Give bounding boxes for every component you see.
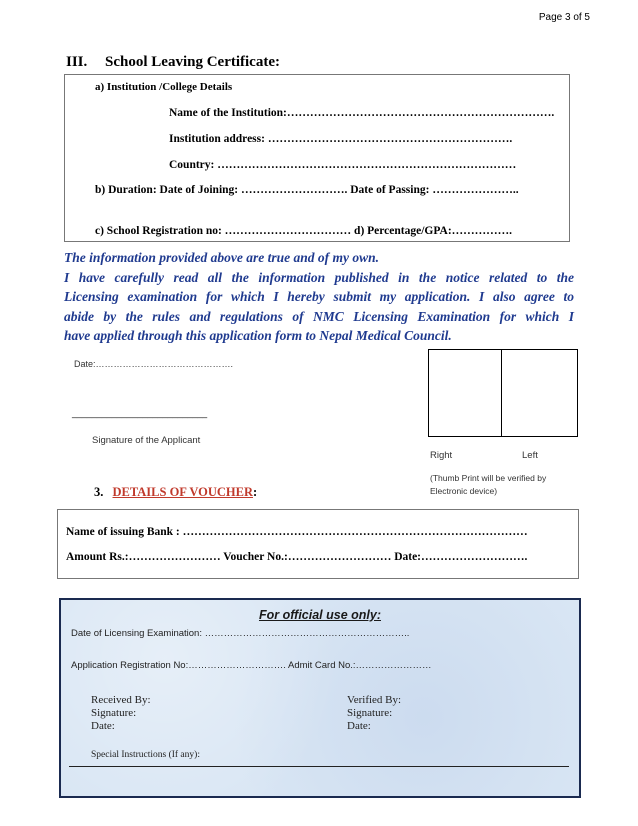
signature-label: Signature of the Applicant <box>92 435 201 446</box>
institution-details-box <box>64 74 570 242</box>
received-signature-label: Signature: <box>91 707 137 719</box>
issuing-bank-field[interactable]: Name of issuing Bank : ……………………………………………………………………………… <box>66 526 528 538</box>
voucher-heading-colon: : <box>253 485 258 499</box>
registration-percentage-field[interactable]: c) School Registration no: …………………………… d) Percentage/GPA:……………. <box>95 225 513 237</box>
amount-voucher-date-field[interactable]: Amount Rs.:…………………… Voucher No.:……………………… Date:………………………. <box>66 551 528 563</box>
declaration-line: have applied through this application form to Nepal Medical Council. <box>64 328 452 343</box>
application-registration-field[interactable]: Application Registration No:…………………………. Admit Card No.:…………………… <box>71 660 432 671</box>
declaration-text <box>64 248 574 346</box>
institution-name-field[interactable]: Name of the Institution:……………………………………………………………. <box>169 107 555 119</box>
duration-field[interactable]: b) Duration: Date of Joining: ………………………. Date of Passing: ………………….. <box>95 184 519 196</box>
received-date-label: Date: <box>91 720 115 732</box>
received-by-label: Received By: <box>91 694 151 706</box>
special-instructions-rule[interactable] <box>69 766 569 767</box>
declaration-line: The information provided above are true and of my own. <box>64 250 379 265</box>
voucher-heading <box>94 485 257 500</box>
section-title-text: School Leaving Certificate: <box>105 54 280 70</box>
section-number: III. <box>66 54 88 70</box>
thumb-left-label: Left <box>522 450 538 461</box>
official-use-box <box>59 598 581 798</box>
thumb-print-box[interactable] <box>428 349 578 437</box>
voucher-heading-text: DETAILS OF VOUCHER <box>112 485 254 499</box>
voucher-heading-number: 3. <box>94 485 104 499</box>
verified-by-label: Verified By: <box>347 694 402 706</box>
page-number: Page 3 of 5 <box>538 12 590 23</box>
thumb-divider <box>501 350 502 436</box>
signature-line[interactable]: ___________________________ <box>72 408 208 418</box>
voucher-box <box>57 509 579 579</box>
declaration-line: Licensing examination for which I hereby submit my application. I also agree to <box>64 289 574 304</box>
official-use-title: For official use only: <box>258 608 381 622</box>
special-instructions-label: Special Instructions (If any): <box>91 750 200 760</box>
institution-heading: a) Institution /College Details <box>95 81 233 93</box>
section-title <box>66 54 280 71</box>
exam-date-field[interactable]: Date of Licensing Examination: ……………………………………………………….. <box>71 628 410 639</box>
institution-country-field[interactable]: Country: …………………………………………………………………… <box>169 159 517 171</box>
declaration-line: abide by the rules and regulations of NMC Licensing Examination for which I <box>64 308 574 324</box>
thumb-note: (Thumb Print will be verified by <box>430 473 547 483</box>
verified-signature-label: Signature: <box>347 707 393 719</box>
thumb-right-label: Right <box>430 450 453 461</box>
institution-address-field[interactable]: Institution address: ………………………………………………………. <box>169 133 513 145</box>
thumb-note: Electronic device) <box>430 486 498 496</box>
date-field[interactable]: Date:………………………………………. <box>74 359 234 369</box>
declaration-line: I have carefully read all the information published in the notice related to the <box>64 269 574 285</box>
verified-date-label: Date: <box>347 720 371 732</box>
